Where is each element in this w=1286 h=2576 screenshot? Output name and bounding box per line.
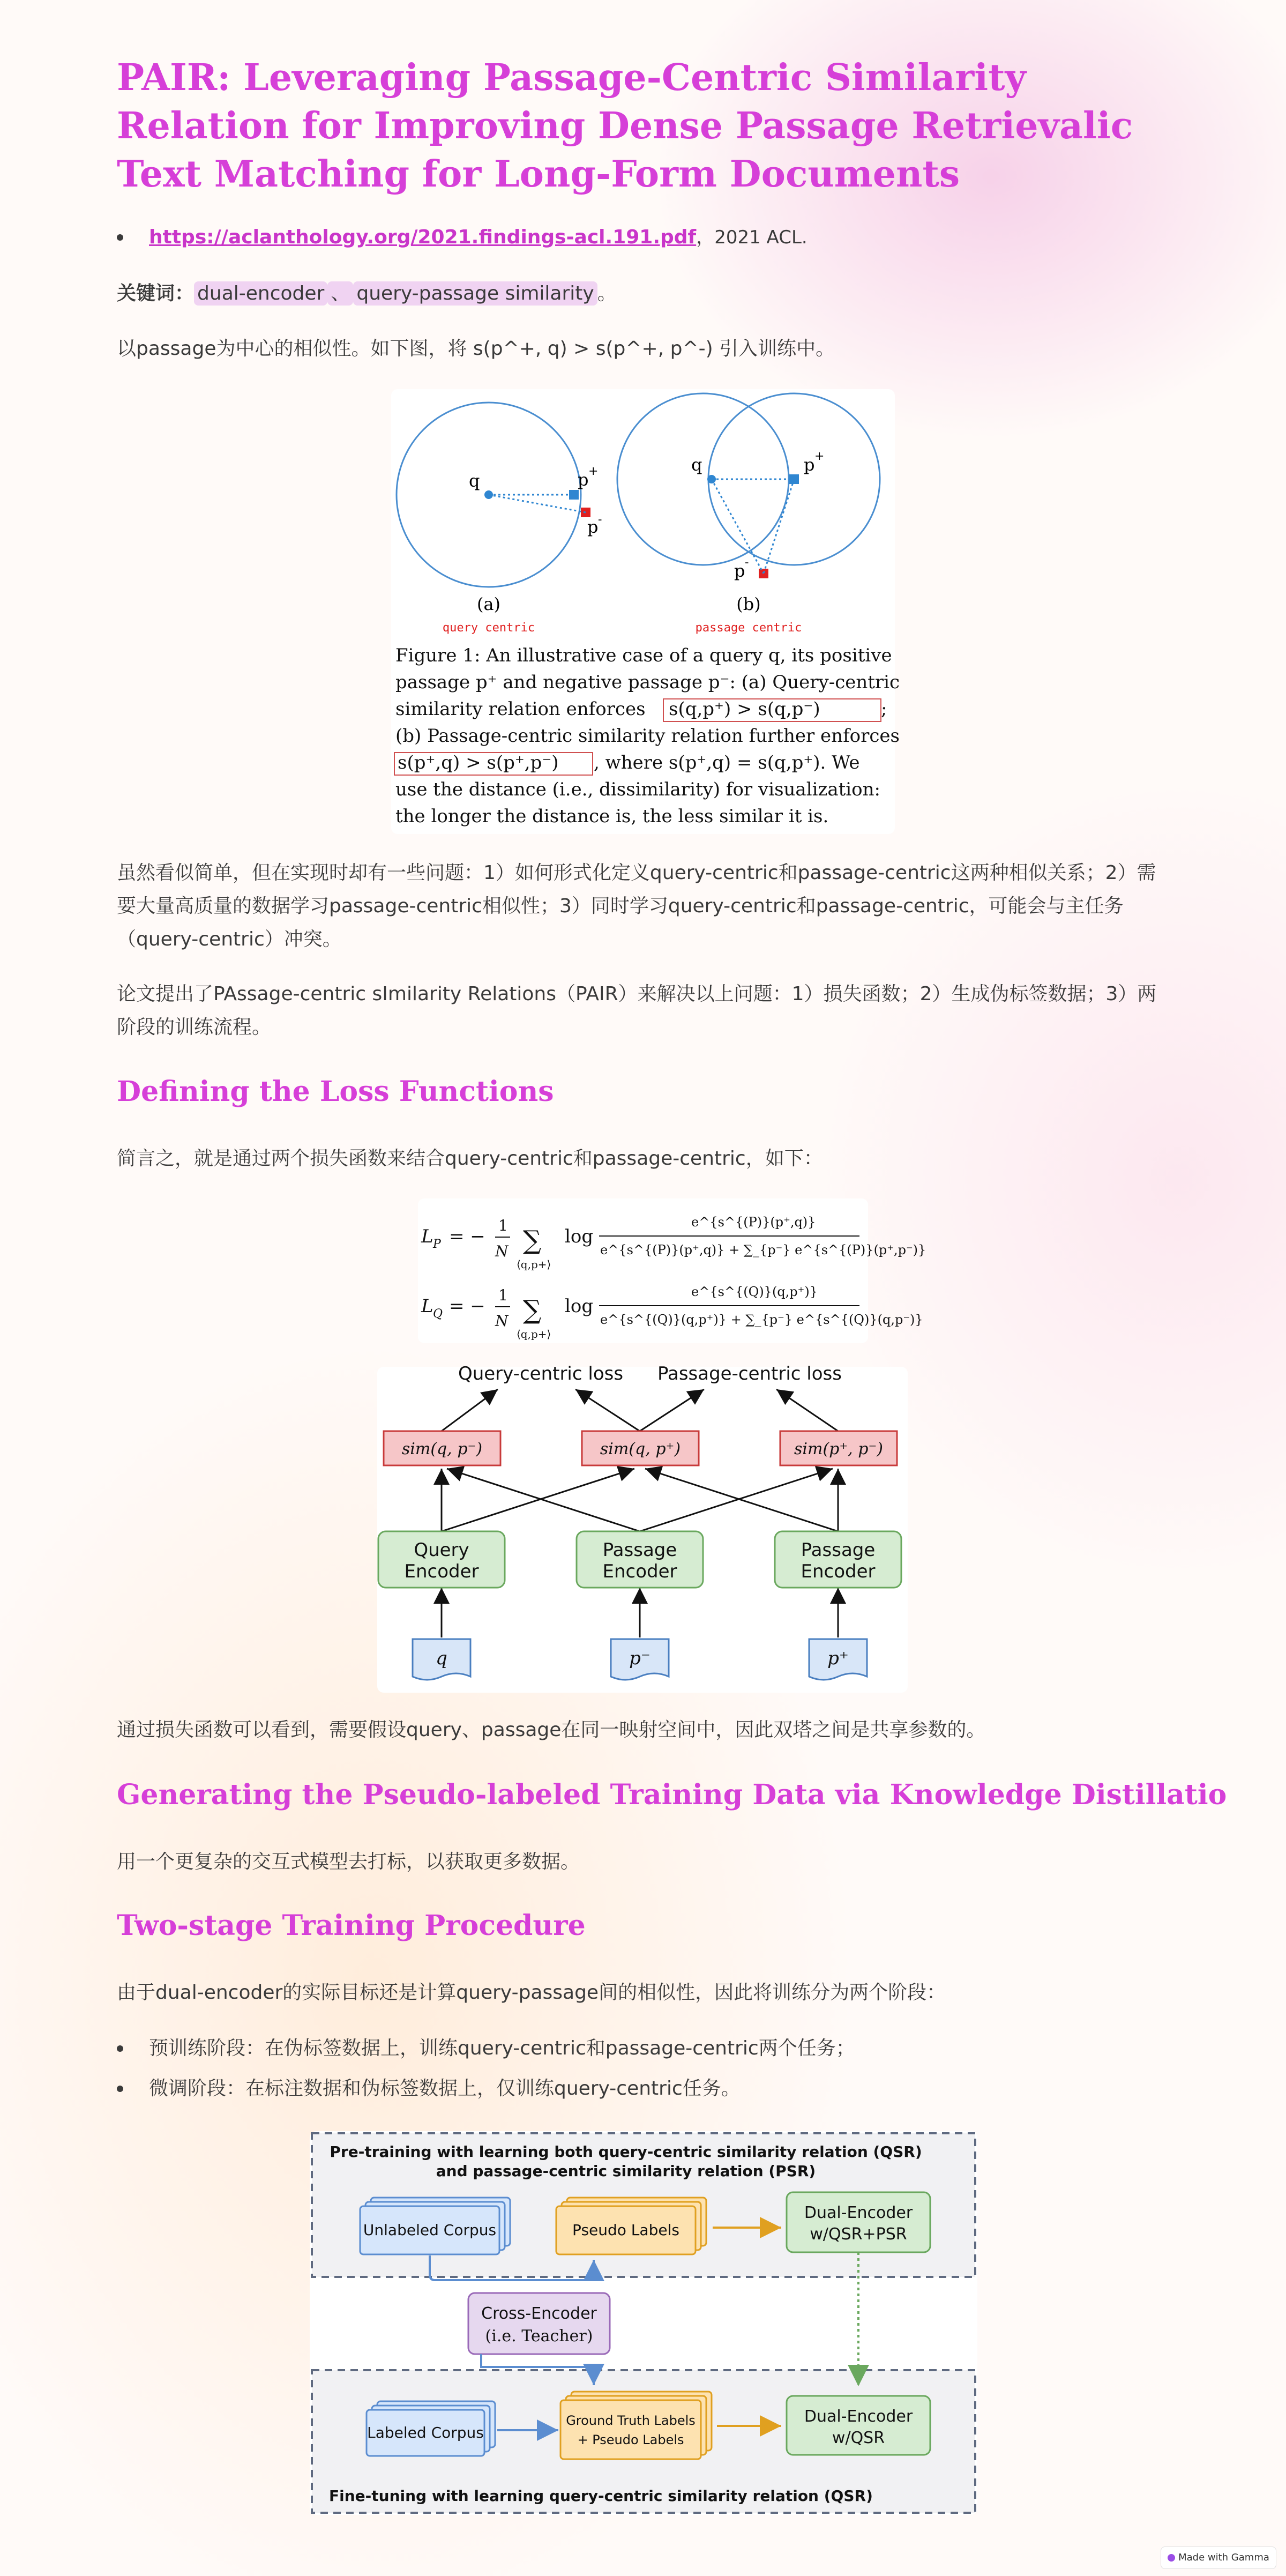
lp-sum: ∑ <box>523 1225 542 1255</box>
pseudo-labels-label: Pseudo Labels <box>572 2221 679 2239</box>
caption-line: ; <box>881 698 887 720</box>
keyword-tag: query-passage similarity <box>353 281 597 306</box>
pretraining-title: Pre-training with learning both query-centric similarity relation (QSR) <box>330 2143 922 2161</box>
label-pplus-a: p <box>578 470 589 490</box>
pseudo-paragraph: 用一个更复杂的交互式模型去打标，以获取更多数据。 <box>117 1851 580 1873</box>
input-label: p⁻ <box>629 1648 651 1669</box>
bullet-dot <box>117 234 123 241</box>
sim-label: sim(p⁺, p⁻) <box>794 1440 883 1458</box>
sublabel-query-centric: query centric <box>442 621 535 635</box>
encoder-label: Passage <box>602 1539 677 1561</box>
equations-svg <box>418 1198 926 1343</box>
lq-sum: ∑ <box>523 1295 542 1325</box>
lq-numerator: e^{s^{(Q)}(q,p⁺)} <box>691 1284 818 1299</box>
two-stage-paragraph: 由于dual-encoder的实际目标还是计算query-passage间的相似性，因此将训练分为两个阶段： <box>117 1982 946 2004</box>
ground-truth-label: + Pseudo Labels <box>577 2432 684 2447</box>
cross-encoder-label: (i.e. Teacher) <box>485 2327 593 2346</box>
sup-minus-b: - <box>745 556 749 569</box>
encoder-label: Encoder <box>602 1561 677 1582</box>
lp-sum-sub: ⟨q,p+⟩ <box>517 1258 551 1271</box>
caption-line: similarity relation enforces <box>395 698 646 720</box>
lq-lhs: L <box>421 1296 433 1317</box>
intro-paragraph: 以passage为中心的相似性。如下图，将 s(p^+, q) > s(p^+, p^-) 引入训练中。 <box>117 338 835 360</box>
lp-denominator: e^{s^{(P)}(p⁺,q)} + ∑_{p⁻} e^{s^{(P)}(p⁺,p⁻)} <box>600 1242 926 1257</box>
paper-link[interactable]: https://aclanthology.org/2021.findings-acl.191.pdf <box>149 226 697 248</box>
lq-sum-sub: ⟨q,p+⟩ <box>517 1328 551 1341</box>
lq-denominator: e^{s^{(Q)}(q,p⁺)} + ∑_{p⁻} e^{s^{(Q)}(q,p⁻)} <box>600 1312 923 1327</box>
label-pplus-b: p <box>804 455 815 475</box>
keyword-sep: 、 <box>327 281 353 306</box>
pretraining-title: and passage-centric similarity relation (PSR) <box>436 2162 816 2180</box>
lq-log: log <box>565 1296 594 1317</box>
lp-numerator: e^{s^{(P)}(p⁺,q)} <box>691 1215 816 1230</box>
dual-encoder-label: Dual-Encoder <box>804 2407 913 2426</box>
lp-lhs: L <box>421 1226 433 1247</box>
section-heading-pseudo: Generating the Pseudo-labeled Training Data via Knowledge Distillatio <box>117 1778 1227 1811</box>
bullet-dot <box>117 2045 123 2052</box>
lp-eq: = − <box>449 1226 485 1247</box>
lq-eq: = − <box>449 1296 485 1317</box>
reference-suffix: ，2021 ACL. <box>696 227 808 248</box>
lp-sub: P <box>433 1238 441 1251</box>
figure-1-diagram <box>391 389 900 834</box>
caption-line: (b) Passage-centric similarity relation further enforces <box>395 725 900 747</box>
loss-paragraph: 简言之，就是通过两个损失函数来结合query-centric和passage-centric，如下： <box>117 1148 823 1170</box>
distance-pplus-pminus-b <box>764 479 794 574</box>
label-q-a: q <box>469 471 480 491</box>
ground-truth-label: Ground Truth Labels <box>566 2413 696 2428</box>
dual-encoder-label: w/QSR <box>832 2429 885 2447</box>
label-pminus-a: p <box>587 517 599 537</box>
encoder-label: Encoder <box>801 1561 876 1582</box>
ground-truth-labels-box <box>560 2400 701 2459</box>
encoder-label: Query <box>414 1539 469 1561</box>
gamma-logo-icon <box>1168 2554 1175 2562</box>
query-centric-loss-label: Query-centric loss <box>458 1363 624 1384</box>
encoder-label: Encoder <box>404 1561 479 1582</box>
lq-sub: Q <box>433 1307 443 1321</box>
label-b: (b) <box>736 594 761 614</box>
label-a: (a) <box>476 594 501 614</box>
dual-encoder-label: Dual-Encoder <box>804 2203 913 2222</box>
lp-N: N <box>495 1242 509 1260</box>
lp-log: log <box>565 1226 594 1247</box>
keyword-end: 。 <box>597 282 617 304</box>
section-heading-two-stage: Two-stage Training Procedure <box>117 1909 586 1942</box>
problems-paragraph: 虽然看似简单，但在实现时却有一些问题：1）如何形式化定义query-centric和passage-centric这两种相似关系；2）需要大量高质量的数据学习passage-centric相似性；3）同时学习query-centric和passage-centric，可能会与主任务（query-centric）冲突。 <box>117 862 1156 950</box>
figure-1 <box>391 389 900 834</box>
distance-q-pminus-b <box>712 479 764 574</box>
caption-line: use the distance (i.e., dissimilarity) for visualization: <box>395 779 880 800</box>
sim-label: sim(q, p⁻) <box>401 1440 483 1458</box>
input-label: q <box>436 1648 447 1669</box>
encoder-label: Passage <box>801 1539 876 1561</box>
caption-line: passage p⁺ and negative passage p⁻: (a) Query-centric <box>395 672 900 693</box>
lq-one: 1 <box>498 1286 508 1304</box>
loss-equations <box>418 1198 926 1343</box>
lp-one: 1 <box>498 1217 508 1234</box>
label-q-b: q <box>691 455 702 475</box>
made-with-gamma-badge[interactable] <box>1161 2547 1276 2569</box>
caption-line: , where s(p⁺,q) = s(q,p⁺). We <box>594 752 860 773</box>
labeled-corpus-label: Labeled Corpus <box>367 2424 484 2441</box>
finetuning-title: Fine-tuning with learning query-centric similarity relation (QSR) <box>329 2487 873 2505</box>
pipeline-svg <box>310 2131 977 2515</box>
sim-boxes <box>384 1431 897 1465</box>
caption-formula: s(q,p⁺) > s(q,p⁻) <box>669 698 820 720</box>
architecture-svg <box>377 1363 908 1693</box>
cross-encoder-label: Cross-Encoder <box>481 2304 597 2323</box>
keywords-line <box>117 277 1167 310</box>
keywords-label: 关键词 <box>117 282 175 304</box>
dual-encoder-label: w/QSR+PSR <box>810 2225 907 2244</box>
pair-paragraph: 论文提出了PAssage-centric sImilarity Relations（PAIR）来解决以上问题：1）损失函数；2）生成伪标签数据；3）两阶段的训练流程。 <box>117 983 1157 1038</box>
page-title: PAIR: Leveraging Passage-Centric Similarity Relation for Improving Dense Passage Retrievalic Text Matching for Long-Form Documents <box>117 56 1133 196</box>
input-label: p⁺ <box>827 1648 849 1669</box>
list-item-text: 预训练阶段：在伪标签数据上，训练query-centric和passage-centric两个任务； <box>149 2037 855 2059</box>
lq-N: N <box>495 1312 509 1330</box>
caption-formula: s(p⁺,q) > s(p⁺,p⁻) <box>398 752 559 773</box>
unlabeled-corpus-label: Unlabeled Corpus <box>363 2221 497 2239</box>
passage-centric-loss-label: Passage-centric loss <box>657 1363 842 1384</box>
keyword-tag: dual-encoder <box>194 281 327 306</box>
caption-line: Figure 1: An illustrative case of a query q, its positive <box>395 645 892 666</box>
section-heading-loss: Defining the Loss Functions <box>117 1075 554 1108</box>
sup-plus-a: + <box>588 465 599 478</box>
caption-line: the longer the distance is, the less similar it is. <box>395 806 829 827</box>
sup-minus-a: - <box>598 513 602 526</box>
label-pminus-b: p <box>734 561 745 581</box>
badge-label: Made with Gamma <box>1178 2552 1269 2563</box>
sim-label: sim(q, p⁺) <box>600 1440 681 1458</box>
keywords-colon: ： <box>175 282 195 304</box>
list-item-text: 微调阶段：在标注数据和伪标签数据上，仅训练query-centric任务。 <box>149 2078 741 2099</box>
training-pipeline-figure <box>310 2131 977 2515</box>
architecture-figure <box>377 1363 908 1693</box>
query-circle-b <box>617 393 789 565</box>
bullet-dot <box>117 2086 123 2092</box>
shared-params-paragraph: 通过损失函数可以看到，需要假设query、passage在同一映射空间中，因此双塔之间是共享参数的。 <box>117 1719 986 1741</box>
sublabel-passage-centric: passage centric <box>695 621 802 635</box>
sup-plus-b: + <box>814 450 825 463</box>
